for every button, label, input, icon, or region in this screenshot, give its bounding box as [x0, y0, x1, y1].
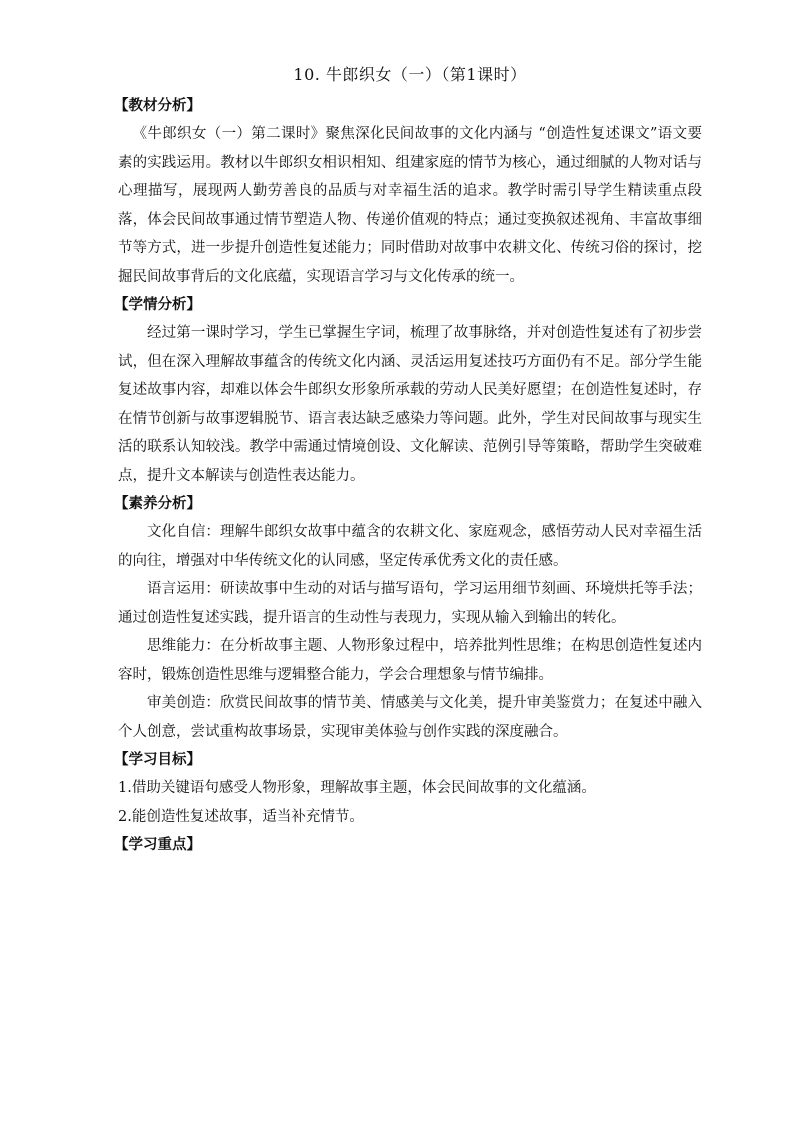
- learning-goal-item: 2.能创造性复述故事，适当补充情节。: [118, 808, 364, 825]
- literacy-paragraph-culture: 文化自信：理解牛郎织女故事中蕴含的农耕文化、家庭观念，感悟劳动人民对幸福生活的向往，增强对中华传统文化的认同感，坚定传承优秀文化的责任感。: [118, 524, 702, 569]
- literacy-paragraph-aesthetics: 审美创造：欣赏民间故事的情节美、情感美与文化美，提升审美鉴赏力；在复述中融入个人创意，尝试重构故事场景，实现审美体验与创作实践的深度融合。: [118, 695, 702, 740]
- heading-learner-analysis: 【学情分析】: [114, 297, 201, 313]
- literacy-paragraph-language: 语言运用：研读故事中生动的对话与描写语句，学习运用细节刻画、环境烘托等手法；通过创造性复述实践，提升语言的生动性与表现力，实现从输入到输出的转化。: [118, 581, 702, 626]
- heading-learning-goals: 【学习目标】: [114, 752, 201, 768]
- learning-goal-item: 1.借助关键语句感受人物形象，理解故事主题，体会民间故事的文化蕴涵。: [118, 780, 596, 796]
- document-page: [114, 62, 702, 859]
- learner-analysis-paragraph: 经过第一课时学习，学生已掌握生字词，梳理了故事脉络，并对创造性复述有了初步尝试，但在深入理解故事蕴含的传统文化内涵、灵活运用复述技巧方面仍有不足。部分学生能复述故事内容，却难以体会牛郎织女形象所承载的劳动人民美好愿望；在创造性复述时，存在情节创新与故事逻辑脱节、语言表达缺乏感染力等问题。此外，学生对民间故事与现实生活的联系认知较浅。教学中需通过情境创设、文化解读、范例引导等策略，帮助学生突破难点，提升文本解读与创造性表达能力。: [118, 325, 702, 484]
- literacy-paragraph-thinking: 思维能力：在分析故事主题、人物形象过程中，培养批判性思维；在构思创造性复述内容时，锻炼创造性思维与逻辑整合能力，学会合理想象与情节编排。: [118, 638, 702, 683]
- heading-learning-focus: 【学习重点】: [114, 837, 201, 853]
- heading-literacy-analysis: 【素养分析】: [114, 496, 201, 512]
- document-title: 10. 牛郎织女（一）（第1课时）: [293, 65, 527, 84]
- heading-textbook-analysis: 【教材分析】: [114, 98, 201, 114]
- textbook-analysis-paragraph: 《牛郎织女（一）第二课时》聚焦深化民间故事的文化内涵与 “创造性复述课文”语文要素的实践运用。教材以牛郎织女相识相知、组建家庭的情节为核心，通过细腻的人物对话与心理描写，展现两人勤劳善良的品质与对幸福生活的追求。教学时需引导学生精读重点段落，体会民间故事通过情节塑造人物、传递价值观的特点；通过变换叙述视角、丰富故事细节等方式，进一步提升创造性复述能力；同时借助对故事中农耕文化、传统习俗的探讨，挖掘民间故事背后的文化底蕴，实现语言学习与文化传承的统一。: [118, 126, 702, 285]
